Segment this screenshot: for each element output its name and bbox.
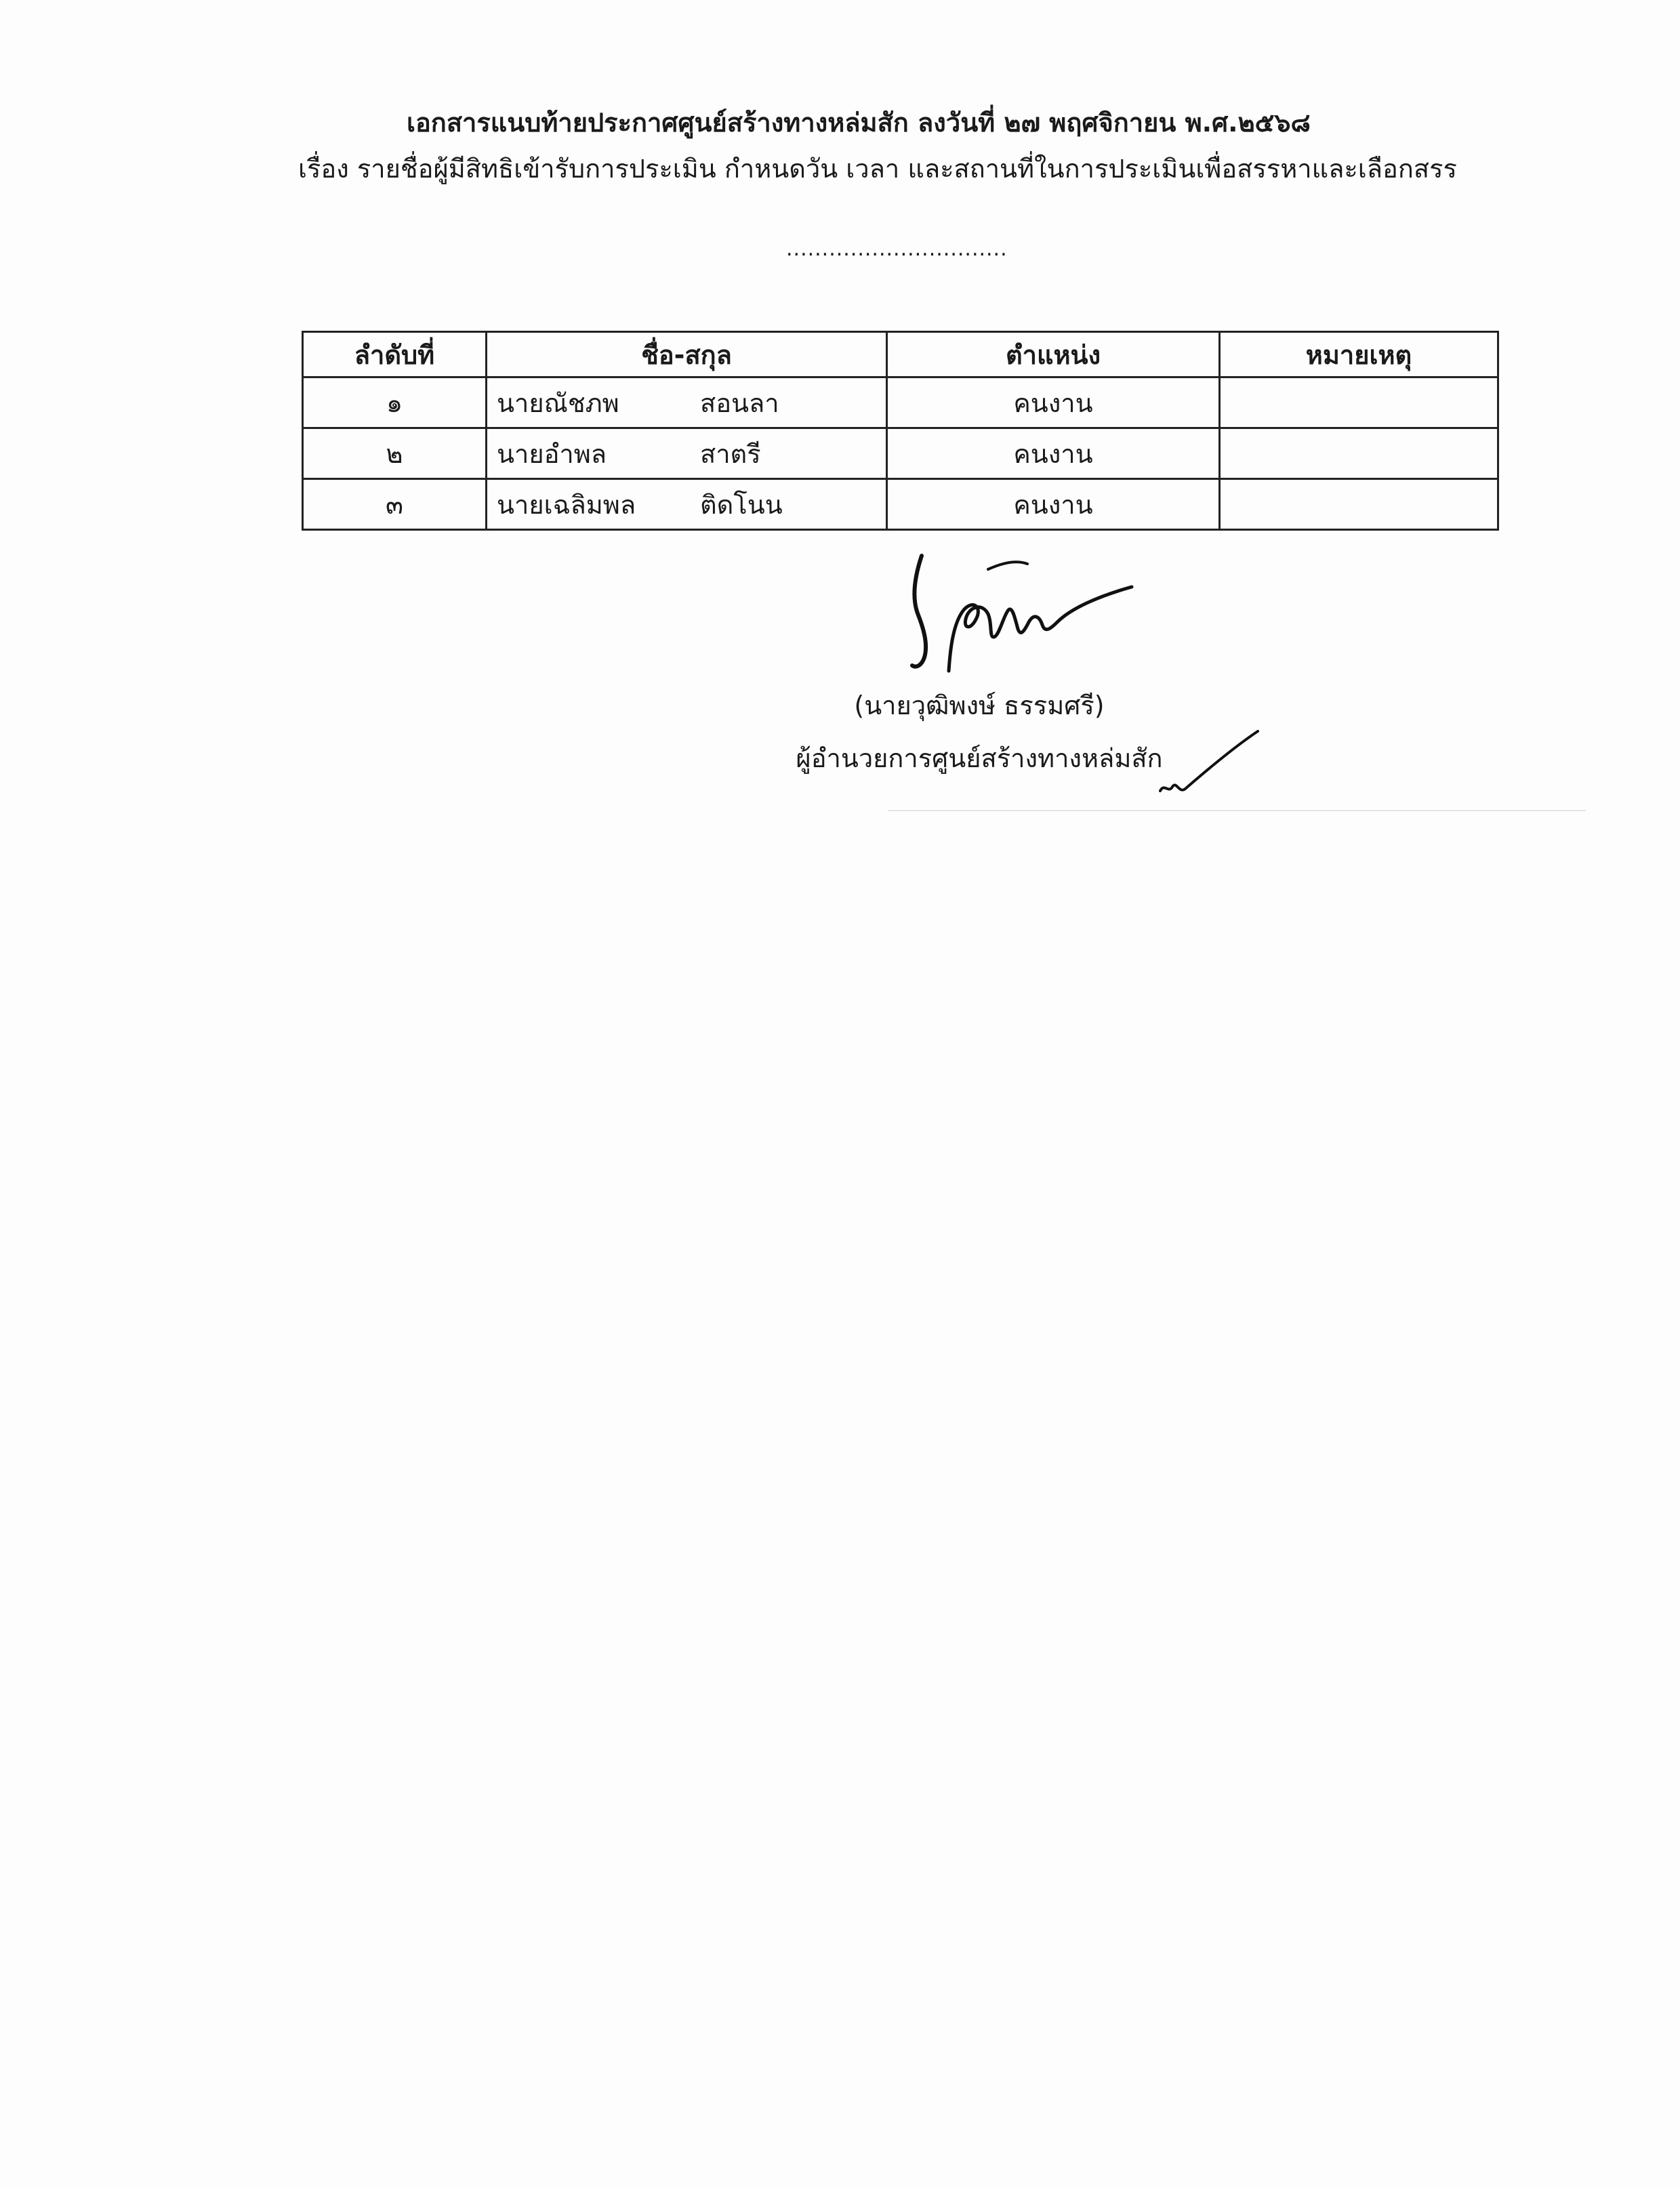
document-title: เอกสารแนบท้ายประกาศศูนย์สร้างทางหล่มสัก ลงวันที่ ๒๗ พฤศจิกายน พ.ศ.๒๕๖๘ [407,108,1311,138]
table-row [303,377,1498,428]
row-order: ๓ [303,479,487,530]
row-order: ๒ [303,428,487,479]
row-order: ๑ [303,377,487,428]
signer-name: (นายวุฒิพงษ์ ธรรมศรี) [854,691,1105,720]
row-name [487,428,887,479]
header-order: ลำดับที่ [303,332,487,377]
header-position: ตำแหน่ง [887,332,1220,377]
last-name: สาตรี [700,438,761,469]
row-name [487,479,887,530]
candidate-table [302,331,1499,531]
separator-dots: ............................... [786,237,1008,261]
last-name: สอนลา [700,388,779,418]
header-note: หมายเหตุ [1220,332,1498,377]
row-note [1220,377,1498,428]
header-name: ชื่อ-สกุล [487,332,887,377]
row-note [1220,479,1498,530]
row-position: คนงาน [887,377,1220,428]
last-name: ติดโนน [700,489,783,520]
handwritten-signature [908,549,1139,678]
table-header-row [303,332,1498,377]
table-row [303,428,1498,479]
first-name: นายอำพล [497,438,607,469]
signer-position: ผู้อำนวยการศูนย์สร้างทางหล่มสัก [796,743,1163,773]
row-name [487,377,887,428]
row-note [1220,428,1498,479]
first-name: นายเฉลิมพล [497,489,636,520]
table-row [303,479,1498,530]
initial-mark [1159,729,1261,803]
scan-edge-line [888,810,1586,811]
row-position: คนงาน [887,479,1220,530]
row-position: คนงาน [887,428,1220,479]
document-subtitle: เรื่อง รายชื่อผู้มีสิทธิเข้ารับการประเมิน กำหนดวัน เวลา และสถานที่ในการประเมินเพื่อสรรหาและเลือกสรร [298,154,1457,184]
first-name: นายณัชภพ [497,388,619,418]
